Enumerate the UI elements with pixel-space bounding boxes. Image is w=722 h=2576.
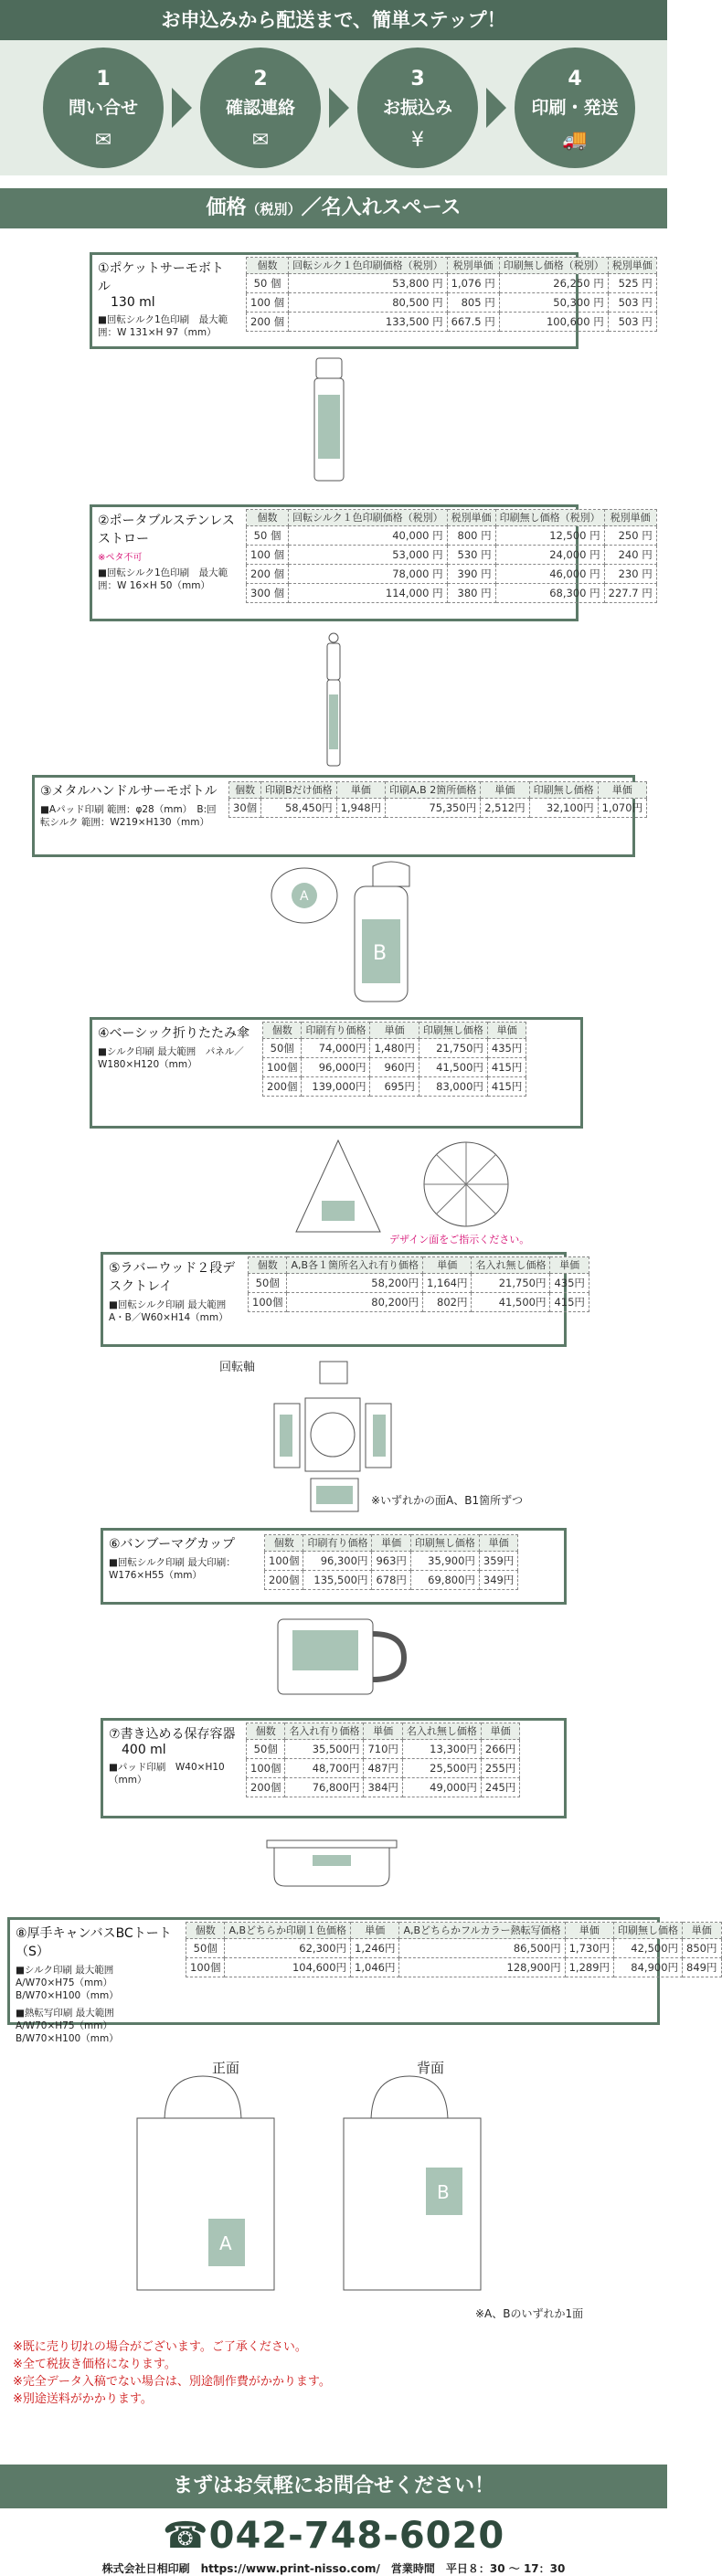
- table-row: [247, 1778, 520, 1797]
- product-card-1: [90, 252, 653, 349]
- table-row: [247, 546, 657, 565]
- table-cell: 35,900円: [410, 1552, 479, 1571]
- header-cell: 印刷A,B 2箇所価格: [386, 782, 481, 799]
- table-cell: 503 円: [608, 313, 656, 332]
- table-cell: 802円: [423, 1293, 472, 1312]
- table-row: [229, 799, 647, 818]
- table-header: [263, 1023, 526, 1039]
- table-cell: 1,730円: [565, 1939, 613, 1958]
- table-cell: 50個: [247, 1740, 285, 1759]
- table-cell: 13,300円: [402, 1740, 481, 1759]
- truck-icon: 🚚: [562, 129, 588, 152]
- header-cell: 印刷無し価格（税別）: [499, 258, 608, 274]
- table-cell: 530 円: [447, 546, 495, 565]
- header-cell: 個数: [247, 510, 289, 526]
- table-cell: 50個: [249, 1274, 287, 1293]
- header-cell: 個数: [249, 1257, 287, 1274]
- header-cell: 個数: [229, 782, 261, 799]
- table-row: [247, 584, 657, 603]
- table-cell: 2,512円: [481, 799, 529, 818]
- table-cell: 200 個: [247, 565, 289, 584]
- yen-icon: ¥: [411, 129, 424, 152]
- step-2: 2 確認連絡 ✉: [200, 48, 321, 168]
- header-cell: 単価: [598, 782, 646, 799]
- table-cell: 1,948円: [336, 799, 385, 818]
- price-table: [186, 1922, 722, 1977]
- table-cell: 667.5 円: [447, 313, 499, 332]
- header-cell: A,Bどちらか印刷１色価格: [225, 1923, 351, 1939]
- table-cell: 104,600円: [225, 1958, 351, 1977]
- table-cell: 128,900円: [399, 1958, 565, 1977]
- table-cell: 58,450円: [261, 799, 337, 818]
- header-cell: 印刷無し価格: [614, 1923, 683, 1939]
- header-cell: 印刷無し価格: [419, 1023, 487, 1039]
- table-cell: 135,500円: [303, 1571, 372, 1590]
- product-card-5: [101, 1252, 585, 1347]
- table-cell: 139,000円: [302, 1077, 370, 1097]
- table-header: [229, 782, 647, 799]
- table-cell: 75,350円: [386, 799, 481, 818]
- table-cell: 230 円: [604, 565, 656, 584]
- table-cell: 678円: [372, 1571, 410, 1590]
- table-cell: 12,500 円: [495, 526, 604, 546]
- header-cell: 単価: [565, 1923, 613, 1939]
- table-cell: 41,500円: [472, 1293, 550, 1312]
- axis-label: 回転軸: [219, 1361, 256, 1374]
- header-cell: A,B各１箇所名入れ有り価格: [287, 1257, 423, 1274]
- table-cell: 250 円: [604, 526, 656, 546]
- table-cell: 53,800 円: [289, 274, 448, 293]
- header-cell: 税別単価: [604, 510, 656, 526]
- table-cell: 100 個: [247, 293, 289, 313]
- label-b: B: [437, 2181, 450, 2203]
- table-row: [265, 1552, 518, 1571]
- table-cell: 850円: [683, 1939, 721, 1958]
- table-cell: 963円: [372, 1552, 410, 1571]
- table-cell: 1,070円: [598, 799, 646, 818]
- table-row: [247, 313, 657, 332]
- table-cell: 805 円: [447, 293, 499, 313]
- table-row: [247, 293, 657, 313]
- table-cell: 200個: [265, 1571, 303, 1590]
- table-cell: 245円: [481, 1778, 519, 1797]
- table-row: [249, 1293, 589, 1312]
- table-cell: 1,076 円: [447, 274, 499, 293]
- header-cell: 単価: [336, 782, 385, 799]
- design-note: デザイン面をご指示ください。: [389, 1234, 530, 1246]
- table-cell: 96,000円: [302, 1058, 370, 1077]
- table-cell: 435円: [487, 1039, 526, 1058]
- table-cell: 266円: [481, 1740, 519, 1759]
- header-cell: 単価: [351, 1923, 399, 1939]
- product-info: ⑧厚手キャンバスBCトート（S） ■シルク印刷 最大範囲 A/W70×H75（mm） B/W70×H100（mm） ■熱転写印刷 最大範囲 A/W70×H75（mm） B/W70×H100（mm）: [16, 1926, 172, 2044]
- table-row: [249, 1274, 589, 1293]
- header-cell: 回転シルク１色印刷価格（税別）: [289, 258, 448, 274]
- table-cell: 1,164円: [423, 1274, 472, 1293]
- header-cell: 税別単価: [447, 258, 499, 274]
- table-cell: 76,800円: [285, 1778, 364, 1797]
- product-card-4: [90, 1017, 583, 1129]
- table-cell: 849円: [683, 1958, 721, 1977]
- table-cell: 960円: [370, 1058, 419, 1077]
- table-header: [247, 1723, 520, 1740]
- table-row: [186, 1958, 722, 1977]
- table-cell: 240 円: [604, 546, 656, 565]
- header-cell: 単価: [481, 1723, 519, 1740]
- table-row: [247, 526, 657, 546]
- table-cell: 415円: [550, 1293, 589, 1312]
- header-cell: 印刷Bだけ価格: [261, 782, 337, 799]
- header-cell: 個数: [186, 1923, 225, 1939]
- company-info: 株式会社日相印刷 https://www.print-nisso.com/ 営業時間 平日８：30 ～ 17：30: [101, 2562, 566, 2575]
- top-banner: お申込みから配送まで、簡単ステップ！: [0, 0, 667, 40]
- table-cell: 26,250 円: [499, 274, 608, 293]
- steps-bar: [0, 40, 667, 175]
- table-cell: 200個: [263, 1077, 302, 1097]
- product-info: ①ポケットサーモボトル 130 ml ■回転シルク1色印刷 最大範囲：W 131×H 97（mm）: [98, 261, 228, 339]
- table-cell: 695円: [370, 1077, 419, 1097]
- header-cell: 単価: [370, 1023, 419, 1039]
- label-a: A: [219, 2232, 232, 2254]
- table-cell: 62,300円: [225, 1939, 351, 1958]
- table-cell: 49,000円: [402, 1778, 481, 1797]
- table-cell: 30個: [229, 799, 261, 818]
- product-card-7: [101, 1718, 567, 1818]
- table-cell: 1,480円: [370, 1039, 419, 1058]
- table-cell: 435円: [550, 1274, 589, 1293]
- table-header: [265, 1535, 518, 1552]
- header-cell: 税別単価: [447, 510, 495, 526]
- header-cell: 印刷有り価格: [303, 1535, 372, 1552]
- tote-note: ※A、Bのいずれか1面: [475, 2307, 584, 2320]
- table-cell: 24,000 円: [495, 546, 604, 565]
- table-cell: 100個: [186, 1958, 225, 1977]
- table-cell: 50,300 円: [499, 293, 608, 313]
- table-row: [263, 1077, 526, 1097]
- front-label: 正面: [212, 2060, 240, 2076]
- metal-handle-bottle-image: [254, 859, 419, 1005]
- label-b: B: [373, 942, 388, 965]
- header-cell: 名入れ無し価格: [472, 1257, 550, 1274]
- table-cell: 69,800円: [410, 1571, 479, 1590]
- product-info: ②ポータブルステンレスストロー ※ペタ不可 ■回転シルク1色印刷 最大範囲：W 16×H 50（mm）: [98, 514, 235, 592]
- pocket-bottle-image: [311, 356, 347, 484]
- table-row: [186, 1939, 722, 1958]
- table-row: [265, 1571, 518, 1590]
- table-cell: 50 個: [247, 526, 289, 546]
- price-table: [248, 1256, 589, 1312]
- table-cell: 800 円: [447, 526, 495, 546]
- table-cell: 133,500 円: [289, 313, 448, 332]
- table-cell: 100個: [249, 1293, 287, 1312]
- notes: ※既に売り切れの場合がございます。ご了承ください。 ※全て税抜き価格になります。 ※完全データ入稿でない場合は、別途制作費がかかります。 ※別途送料がかかります。: [13, 2340, 331, 2406]
- table-row: [263, 1058, 526, 1077]
- header-cell: 印刷無し価格: [529, 782, 598, 799]
- table-row: [247, 1759, 520, 1778]
- table-cell: 74,000円: [302, 1039, 370, 1058]
- phone-number[interactable]: ☎042-748-6020: [162, 2515, 505, 2557]
- step-arrow: [172, 88, 192, 128]
- table-cell: 227.7 円: [604, 584, 656, 603]
- envelope-icon: ✉: [251, 129, 270, 152]
- table-cell: 42,500円: [614, 1939, 683, 1958]
- table-cell: 200個: [247, 1778, 285, 1797]
- container-image: [263, 1837, 400, 1892]
- step-1: 1 問い合せ ✉: [43, 48, 164, 168]
- umbrella-image: [292, 1137, 539, 1246]
- table-cell: 100個: [263, 1058, 302, 1077]
- header-cell: 税別単価: [608, 258, 656, 274]
- table-cell: 503 円: [608, 293, 656, 313]
- table-row: [263, 1039, 526, 1058]
- header-cell: 単価: [372, 1535, 410, 1552]
- mug-image: [274, 1616, 411, 1698]
- table-header: [247, 258, 657, 274]
- price-table: [264, 1534, 518, 1590]
- table-cell: 53,000 円: [289, 546, 448, 565]
- price-table: [246, 1723, 520, 1797]
- cta-banner: まずはお気軽にお問合せください！: [0, 2465, 667, 2508]
- table-cell: 359円: [479, 1552, 517, 1571]
- step-arrow: [329, 88, 349, 128]
- table-cell: 525 円: [608, 274, 656, 293]
- header-cell: 名入れ無し価格: [402, 1723, 481, 1740]
- table-cell: 80,200円: [287, 1293, 423, 1312]
- table-cell: 83,000円: [419, 1077, 487, 1097]
- table-cell: 78,000 円: [289, 565, 448, 584]
- table-cell: 21,750円: [419, 1039, 487, 1058]
- table-cell: 415円: [487, 1058, 526, 1077]
- header-cell: 個数: [265, 1535, 303, 1552]
- table-cell: 41,500円: [419, 1058, 487, 1077]
- header-cell: 個数: [247, 1723, 285, 1740]
- step-4: 4 印刷・発送 🚚: [515, 48, 635, 168]
- product-card-6: [101, 1528, 567, 1605]
- table-cell: 46,000 円: [495, 565, 604, 584]
- back-label: 背面: [417, 2060, 445, 2076]
- table-cell: 114,000 円: [289, 584, 448, 603]
- header-cell: 単価: [487, 1023, 526, 1039]
- price-table: [246, 257, 657, 332]
- product-card-8: [7, 1917, 717, 2044]
- table-cell: 100個: [247, 1759, 285, 1778]
- price-table: [262, 1022, 526, 1097]
- table-cell: 415円: [487, 1077, 526, 1097]
- product-info: ⑦書き込める保存容器 400 ml ■パッド印刷 W40×H10（mm）: [109, 1727, 236, 1786]
- header-cell: 個数: [263, 1023, 302, 1039]
- header-cell: 単価: [683, 1923, 721, 1939]
- header-cell: 回転シルク１色印刷価格（税別）: [289, 510, 448, 526]
- header-cell: 単価: [550, 1257, 589, 1274]
- header-cell: A,Bどちらかフルカラー熱転写価格: [399, 1923, 565, 1939]
- header-cell: 単価: [423, 1257, 472, 1274]
- table-cell: 50個: [186, 1939, 225, 1958]
- table-cell: 380 円: [447, 584, 495, 603]
- header-cell: 印刷有り価格: [302, 1023, 370, 1039]
- product-info: ③メタルハンドルサーモボトル ■Aパッド印刷 範囲：φ28（mm） B:回転シルク 範囲：W219×H130（mm）: [40, 784, 218, 829]
- table-cell: 255円: [481, 1759, 519, 1778]
- table-cell: 1,289円: [565, 1958, 613, 1977]
- table-cell: 25,500円: [402, 1759, 481, 1778]
- table-cell: 390 円: [447, 565, 495, 584]
- table-header: [247, 510, 657, 526]
- section-title: 価格（税別）／名入れスペース: [0, 188, 667, 228]
- table-cell: 710円: [364, 1740, 402, 1759]
- header-cell: 単価: [481, 782, 529, 799]
- label-a: A: [300, 889, 309, 904]
- table-cell: 35,500円: [285, 1740, 364, 1759]
- table-cell: 200 個: [247, 313, 289, 332]
- product-card-2: [90, 504, 653, 621]
- table-cell: 100個: [265, 1552, 303, 1571]
- product-info: ⑤ラバーウッド２段デスクトレイ ■回転シルク印刷 最大範囲 A・B／W60×H14（mm）: [109, 1261, 236, 1324]
- step-3: 3 お振込み ¥: [357, 48, 478, 168]
- tote-bag-image: [0, 2058, 667, 2332]
- table-row: [247, 274, 657, 293]
- table-cell: 50 個: [247, 274, 289, 293]
- table-cell: 1,246円: [351, 1939, 399, 1958]
- table-header: [249, 1257, 589, 1274]
- table-row: [247, 1740, 520, 1759]
- table-cell: 86,500円: [399, 1939, 565, 1958]
- table-cell: 487円: [364, 1759, 402, 1778]
- table-cell: 300 個: [247, 584, 289, 603]
- price-table: [228, 781, 647, 818]
- table-cell: 58,200円: [287, 1274, 423, 1293]
- table-row: [247, 565, 657, 584]
- table-cell: 48,700円: [285, 1759, 364, 1778]
- product-info: ⑥バンブーマグカップ ■回転シルク印刷 最大印刷：W176×H55（mm）: [109, 1537, 236, 1582]
- table-cell: 84,900円: [614, 1958, 683, 1977]
- product-info: ④ベーシック折りたたみ傘 ■シルク印刷 最大範囲 パネル／W180×H120（mm）: [98, 1026, 250, 1071]
- envelope-icon: ✉: [94, 129, 112, 152]
- header-cell: 名入れ有り価格: [285, 1723, 364, 1740]
- product-card-3: [32, 775, 643, 857]
- table-cell: 100,600 円: [499, 313, 608, 332]
- table-cell: 349円: [479, 1571, 517, 1590]
- table-cell: 21,750円: [472, 1274, 550, 1293]
- table-cell: 384円: [364, 1778, 402, 1797]
- table-cell: 1,046円: [351, 1958, 399, 1977]
- tray-note: ※いずれかの面A、B1箇所ずつ: [371, 1494, 524, 1507]
- straw-case-image: [322, 631, 345, 768]
- table-cell: 40,000 円: [289, 526, 448, 546]
- header-cell: 単価: [364, 1723, 402, 1740]
- table-cell: 68,300 円: [495, 584, 604, 603]
- header-cell: 個数: [247, 258, 289, 274]
- table-cell: 100 個: [247, 546, 289, 565]
- desk-tray-image: [210, 1358, 594, 1522]
- table-cell: 50個: [263, 1039, 302, 1058]
- header-cell: 単価: [479, 1535, 517, 1552]
- price-table: [246, 509, 657, 603]
- step-arrow: [486, 88, 506, 128]
- table-cell: 80,500 円: [289, 293, 448, 313]
- header-cell: 印刷無し価格（税別）: [495, 510, 604, 526]
- header-cell: 印刷無し価格: [410, 1535, 479, 1552]
- table-cell: 32,100円: [529, 799, 598, 818]
- table-header: [186, 1923, 722, 1939]
- table-cell: 96,300円: [303, 1552, 372, 1571]
